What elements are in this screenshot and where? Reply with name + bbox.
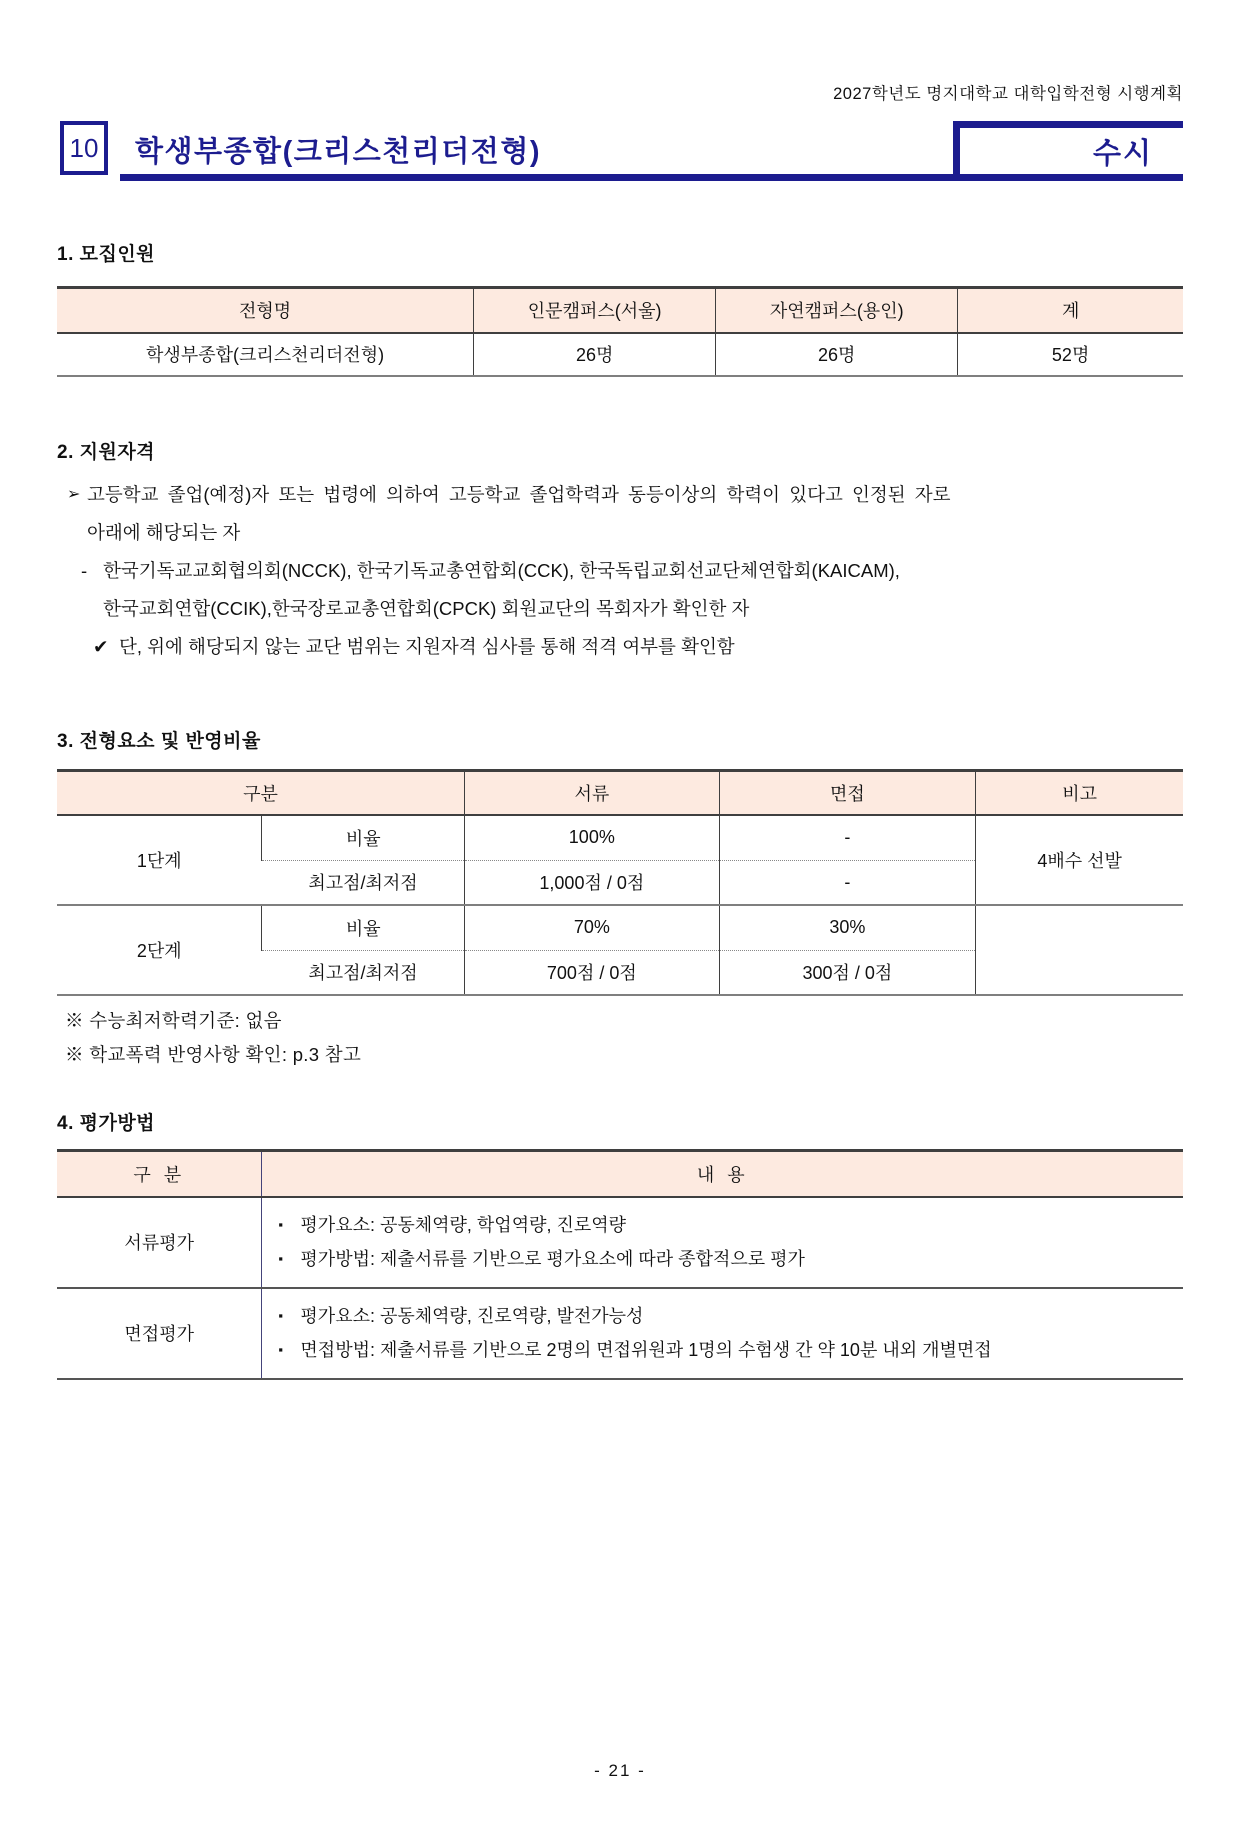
elements-notes xyxy=(57,1004,1183,1072)
bullet-text: 평가방법: 제출서류를 기반으로 평가요소에 따라 종합적으로 평가 xyxy=(300,1249,805,1269)
recruitment-data-row xyxy=(57,333,1183,376)
col-header-division: 구 분 xyxy=(57,1151,262,1197)
col-header-category: 구분 xyxy=(57,770,465,815)
col-header-humanities-campus: 인문캠퍼스(서울) xyxy=(474,288,716,333)
col-header-track: 전형명 xyxy=(57,288,474,333)
bullet-text: 평가요소: 공동체역량, 진로역량, 발전가능성 xyxy=(300,1306,644,1326)
dash-bullet-icon: - xyxy=(81,559,88,581)
interview-evaluation-row xyxy=(57,1288,1183,1379)
cell-humanities-count: 26명 xyxy=(474,333,716,376)
cell-interview-eval-label: 면접평가 xyxy=(124,1324,194,1344)
document-page xyxy=(0,80,1240,1380)
qualification-line: 한국기독교교회협의회(NCCK), 한국기독교총연합회(CCK), 한국독립교회선교단체연합회(KAICAM), xyxy=(103,559,900,581)
evaluation-method-table xyxy=(57,1149,1183,1380)
cell-stage2-interview-score: 300점 / 0점 xyxy=(719,950,976,995)
qualification-line: 한국교회연합(CCIK),한국장로교총연합회(CPCK) 회원교단의 목회자가 확인한 자 xyxy=(103,597,750,619)
col-header-total: 계 xyxy=(958,288,1183,333)
col-header-natural-campus: 자연캠퍼스(용인) xyxy=(716,288,958,333)
note-csat-minimum: ※ 수능최저학력기준: 없음 xyxy=(65,1010,282,1031)
cell-track-name: 학생부종합(크리스천리더전형) xyxy=(146,345,385,365)
method-header-row xyxy=(57,1151,1183,1197)
title-band xyxy=(57,121,1183,181)
elements-header-row xyxy=(57,770,1183,815)
qualification-item xyxy=(57,476,1183,552)
square-bullet-icon: ▪ xyxy=(278,1308,284,1323)
cell-total-count: 52명 xyxy=(958,333,1183,376)
square-bullet-icon: ▪ xyxy=(278,1217,284,1232)
recruitment-header-row xyxy=(57,288,1183,333)
bullet-text: 면접방법: 제출서류를 기반으로 2명의 면접위원과 1명의 수험생 간 약 10분 내외 개별면접 xyxy=(300,1340,992,1360)
col-header-interview: 면접 xyxy=(719,770,976,815)
title-underline xyxy=(120,174,1183,181)
bullet-line xyxy=(278,1299,1177,1333)
col-header-documents: 서류 xyxy=(465,770,719,815)
cell-ratio-label: 비율 xyxy=(262,905,465,950)
col-header-content: 내 용 xyxy=(262,1151,1183,1197)
section3-title: 3. 전형요소 및 반영비율 xyxy=(57,730,261,752)
bullet-line xyxy=(278,1333,1177,1367)
section-number-box xyxy=(60,121,108,175)
section1-title: 1. 모집인원 xyxy=(57,244,156,265)
cell-stage1-interview-ratio: - xyxy=(719,815,976,860)
section-number: 10 xyxy=(69,132,99,163)
bullet-line xyxy=(278,1208,1177,1242)
cell-natural-count: 26명 xyxy=(716,333,958,376)
bullet-line xyxy=(278,1242,1177,1276)
arrow-bullet-icon: ➢ xyxy=(67,485,81,503)
cell-ratio-label: 비율 xyxy=(262,815,465,860)
admission-round-label: 수시 xyxy=(1092,137,1153,170)
stage1-ratio-row xyxy=(57,815,1183,860)
square-bullet-icon: ▪ xyxy=(278,1342,284,1357)
qualification-line: 단, 위에 해당되지 않는 교단 범위는 지원자격 심사를 통해 적격 여부를 확인함 xyxy=(119,635,735,657)
col-header-remarks: 비고 xyxy=(976,770,1183,815)
qualification-line: 아래에 해당되는 자 xyxy=(87,521,241,543)
note-school-violence: ※ 학교폭력 반영사항 확인: p.3 참고 xyxy=(65,1044,362,1065)
cell-stage1-doc-ratio: 100% xyxy=(465,815,719,860)
cell-stage2-doc-score: 700점 / 0점 xyxy=(465,950,719,995)
cell-score-label: 최고점/최저점 xyxy=(262,950,465,995)
cell-stage1-doc-score: 1,000점 / 0점 xyxy=(465,860,719,905)
cell-stage1-interview-score: - xyxy=(719,860,976,905)
cell-score-label: 최고점/최저점 xyxy=(262,860,465,905)
qualification-item xyxy=(57,628,1183,666)
qualification-list xyxy=(57,476,1183,666)
qualification-item xyxy=(57,552,1183,628)
qualification-line: 고등학교 졸업(예정)자 또는 법령에 의하여 고등학교 졸업학력과 동등이상의 학력이 있다고 인정된 자로 xyxy=(87,483,951,505)
page-title: 학생부종합(크리스천리더전형) xyxy=(135,136,541,168)
square-bullet-icon: ▪ xyxy=(278,1251,284,1266)
qualification-text xyxy=(87,476,1183,552)
recruitment-table xyxy=(57,286,1183,377)
cell-stage2-remark xyxy=(976,905,1183,995)
page-number: - 21 - xyxy=(594,1761,646,1780)
qualification-text xyxy=(103,552,1183,628)
admission-round-badge xyxy=(953,121,1183,174)
section2-title: 2. 지원자격 xyxy=(57,441,156,463)
cell-document-eval-label: 서류평가 xyxy=(57,1197,262,1288)
document-evaluation-row xyxy=(57,1197,1183,1288)
qualification-text xyxy=(119,628,1183,666)
running-head: 2027학년도 명지대학교 대학입학전형 시행계획 xyxy=(833,85,1183,103)
cell-stage1-label: 1단계 xyxy=(57,815,262,905)
cell-stage2-interview-ratio: 30% xyxy=(719,905,976,950)
evaluation-elements-table xyxy=(57,769,1183,997)
cell-stage1-remark: 4배수 선발 xyxy=(976,815,1183,905)
cell-interview-eval-content xyxy=(262,1288,1183,1379)
bullet-text: 평가요소: 공동체역량, 학업역량, 진로역량 xyxy=(300,1215,627,1235)
stage2-ratio-row xyxy=(57,905,1183,950)
section4-title: 4. 평가방법 xyxy=(57,1113,156,1134)
cell-document-eval-content xyxy=(262,1197,1183,1288)
cell-stage2-doc-ratio: 70% xyxy=(465,905,719,950)
checkmark-icon: ✔ xyxy=(93,635,109,657)
cell-stage2-label: 2단계 xyxy=(57,905,262,995)
